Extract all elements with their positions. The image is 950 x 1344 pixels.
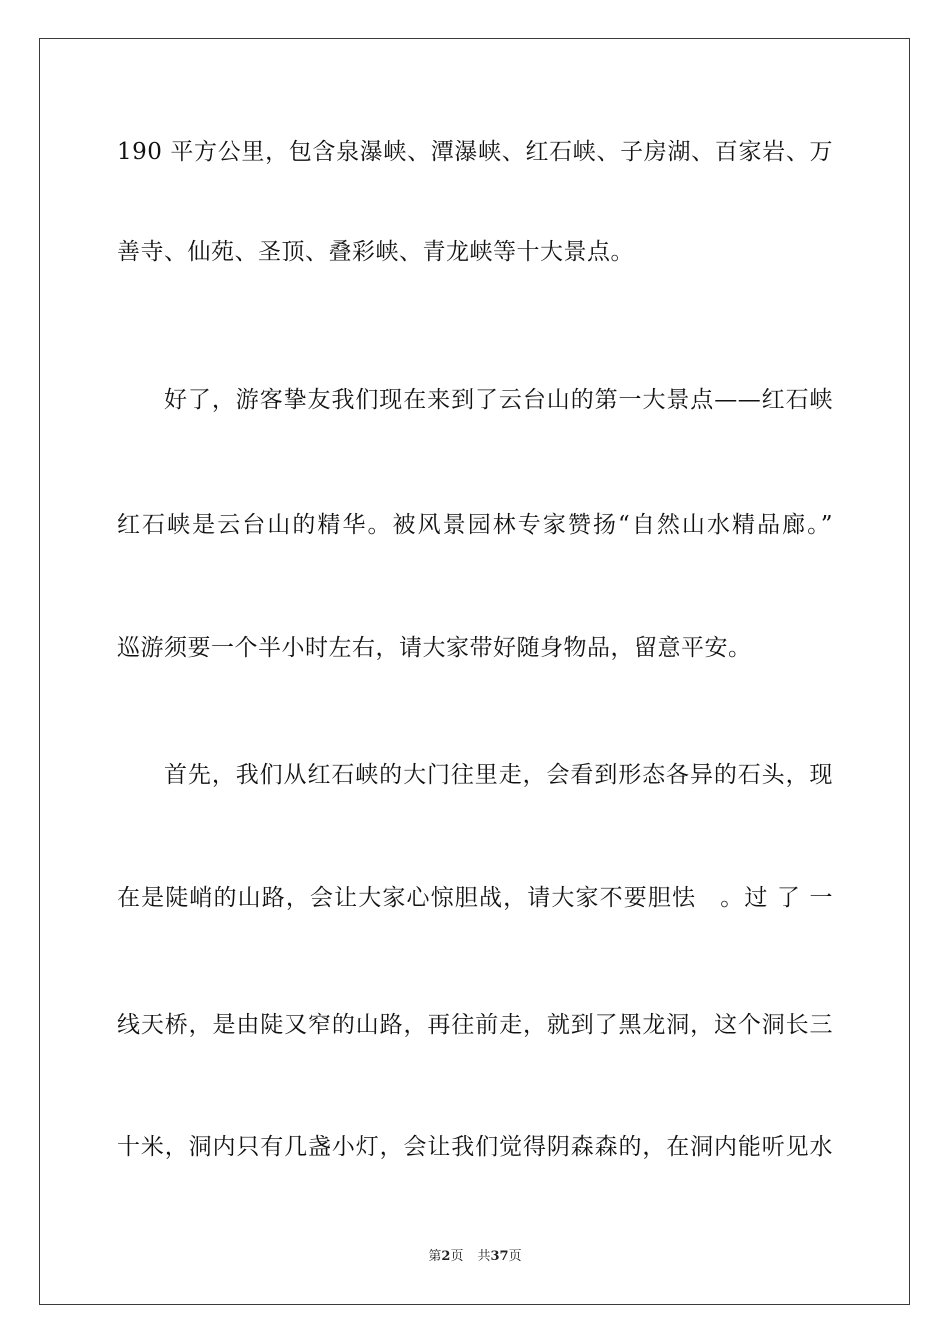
text-line-4: 红石峡是云台山的精华。被风景园林专家赞扬“自然山水精品廊。”: [117, 512, 833, 538]
footer-page-number: 2: [441, 1249, 451, 1264]
text-line-8: 线天桥，是由陡又窄的山路，再往前走，就到了黑龙洞，这个洞长三: [117, 1012, 833, 1038]
footer-total-pages: 37: [490, 1249, 509, 1264]
text-line-2: 善寺、仙苑、圣顶、叠彩峡、青龙峡等十大景点。: [117, 239, 634, 265]
text-line-9: 十米，洞内只有几盏小灯，会让我们觉得阴森森的，在洞内能听见水: [117, 1134, 833, 1160]
footer-page-prefix: 第: [428, 1249, 442, 1264]
page-border: [39, 38, 910, 1305]
page-footer: [0, 1249, 950, 1265]
footer-page-suffix: 页: [450, 1249, 464, 1264]
text-line-7: 在是陡峭的山路，会让大家心惊胆战，请大家不要胆怯 。过 了 一: [117, 885, 833, 911]
text-line-3: 好了，游客挚友我们现在来到了云台山的第一大景点——红石峡: [164, 387, 833, 413]
footer-total-suffix: 页: [508, 1249, 522, 1264]
footer-total-prefix: 共: [477, 1249, 491, 1264]
text-line-5: 巡游须要一个半小时左右，请大家带好随身物品，留意平安。: [117, 635, 752, 661]
text-line-1: 190 平方公里，包含泉瀑峡、潭瀑峡、红石峡、子房湖、百家岩、万: [117, 139, 833, 165]
text-line-6: 首先，我们从红石峡的大门往里走，会看到形态各异的石头，现: [164, 762, 833, 788]
